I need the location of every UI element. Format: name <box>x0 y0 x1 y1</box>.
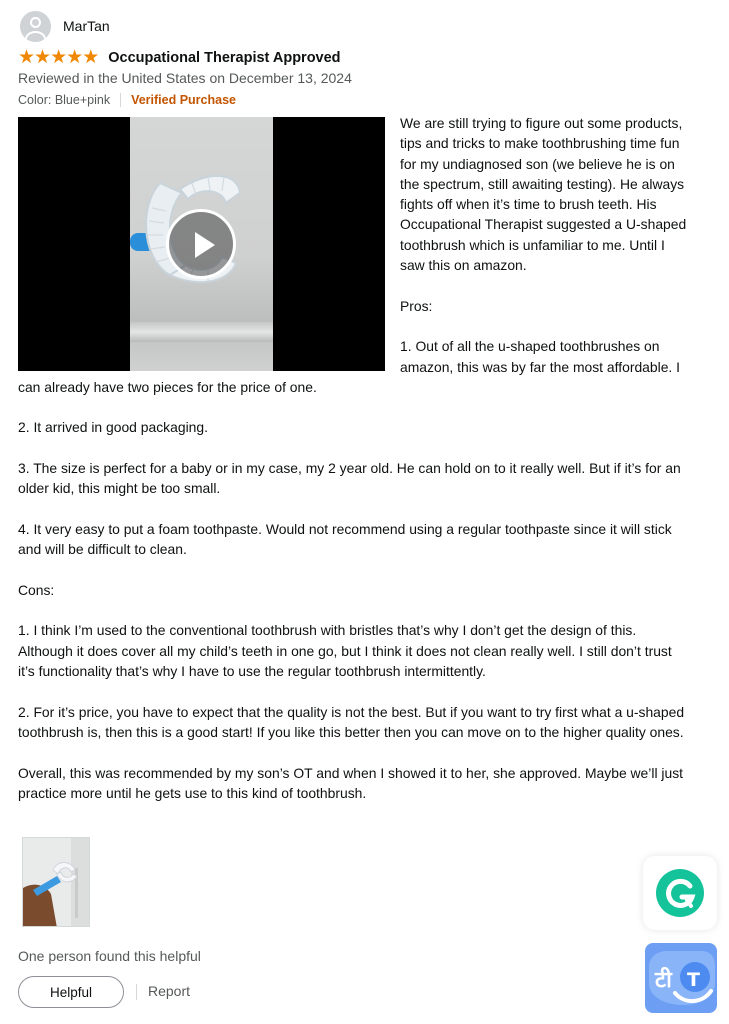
play-icon <box>195 232 215 258</box>
grammarly-icon <box>656 869 704 917</box>
review-title-row <box>18 48 341 68</box>
review-paragraph: 2. It arrived in good packaging. <box>18 419 208 436</box>
translate-widget[interactable] <box>645 943 717 1013</box>
review-meta <box>18 91 236 109</box>
reviewer-name[interactable]: MarTan <box>63 18 110 34</box>
review-paragraph: 4. It very easy to put a foam toothpaste. Would not recommend using a regular toothpaste since it will stick and will be difficult to clean. <box>18 520 672 558</box>
review-paragraph: 2. For it’s price, you have to expect that the quality is not the best. But if you want to try first what a u-shaped toothbrush is, then this is a good start! If you like this better then you can move on to the higher quality ones. <box>18 703 685 740</box>
translate-icon <box>645 943 717 1013</box>
helpful-count: One person found this helpful <box>18 948 201 964</box>
review-title[interactable]: Occupational Therapist Approved <box>108 50 341 66</box>
toothbrush-photo <box>23 838 90 927</box>
star-icon: ★ <box>34 47 51 68</box>
footer-divider <box>136 984 137 1000</box>
star-rating <box>18 48 98 68</box>
star-icon: ★ <box>18 47 35 68</box>
star-icon: ★ <box>82 47 99 68</box>
review-paragraph: Pros: <box>400 297 433 314</box>
review-image-thumbnail[interactable] <box>22 837 90 927</box>
report-link[interactable]: Report <box>148 983 191 999</box>
review-paragraph: We are still trying to figure out some products, tips and tricks to make toothbrushing time fun for my undiagnosed son (we believe he is on the spectrum, still awaiting testing). He always fights off when it’s time to brush teeth. His Occupational Therapist suggested a U-shaped toothbrush which is unfamiliar to me. Until I saw this on amazon. <box>400 115 687 274</box>
meta-divider <box>120 93 121 107</box>
verified-purchase-badge: Verified Purchase <box>131 93 236 107</box>
play-button[interactable] <box>166 209 236 279</box>
review-paragraph: 3. The size is perfect for a baby or in my case, my 2 year old. He can hold on to it really well. But if it’s for an older kid, this might be too small. <box>18 460 681 497</box>
review-date: Reviewed in the United States on December 13, 2024 <box>18 70 352 86</box>
default-avatar-icon <box>20 11 51 42</box>
svg-text:टी: टी <box>655 968 672 993</box>
review-paragraph: Overall, this was recommended by my son’s OT and when I showed it to her, she approved. Maybe we’ll just practice more until he gets use to this kind of toothbrush. <box>18 764 684 801</box>
review-paragraph: 1. Out of all the u-shaped toothbrushes on amazon, this was by far the most affordable. I can already have two pieces for the price of one. <box>18 338 681 395</box>
review-paragraph: Cons: <box>18 581 55 598</box>
svg-text:T: T <box>687 969 700 991</box>
color-variant: Color: Blue+pink <box>18 93 111 107</box>
grammarly-widget[interactable] <box>643 856 717 930</box>
reviewer-profile[interactable] <box>20 10 110 42</box>
star-icon: ★ <box>66 47 83 68</box>
review-paragraph: 1. I think I’m used to the conventional toothbrush with bristles that’s why I don’t get the design of this. Although it does cover all my child’s teeth in one go, but I think it does not clean really well. I still don’t trust it’s functionality that’s why I have to use the regular toothbrush intermittently. <box>18 622 672 680</box>
review-video-player[interactable] <box>18 117 385 371</box>
star-icon: ★ <box>50 47 67 68</box>
helpful-button[interactable]: Helpful <box>18 976 124 1008</box>
